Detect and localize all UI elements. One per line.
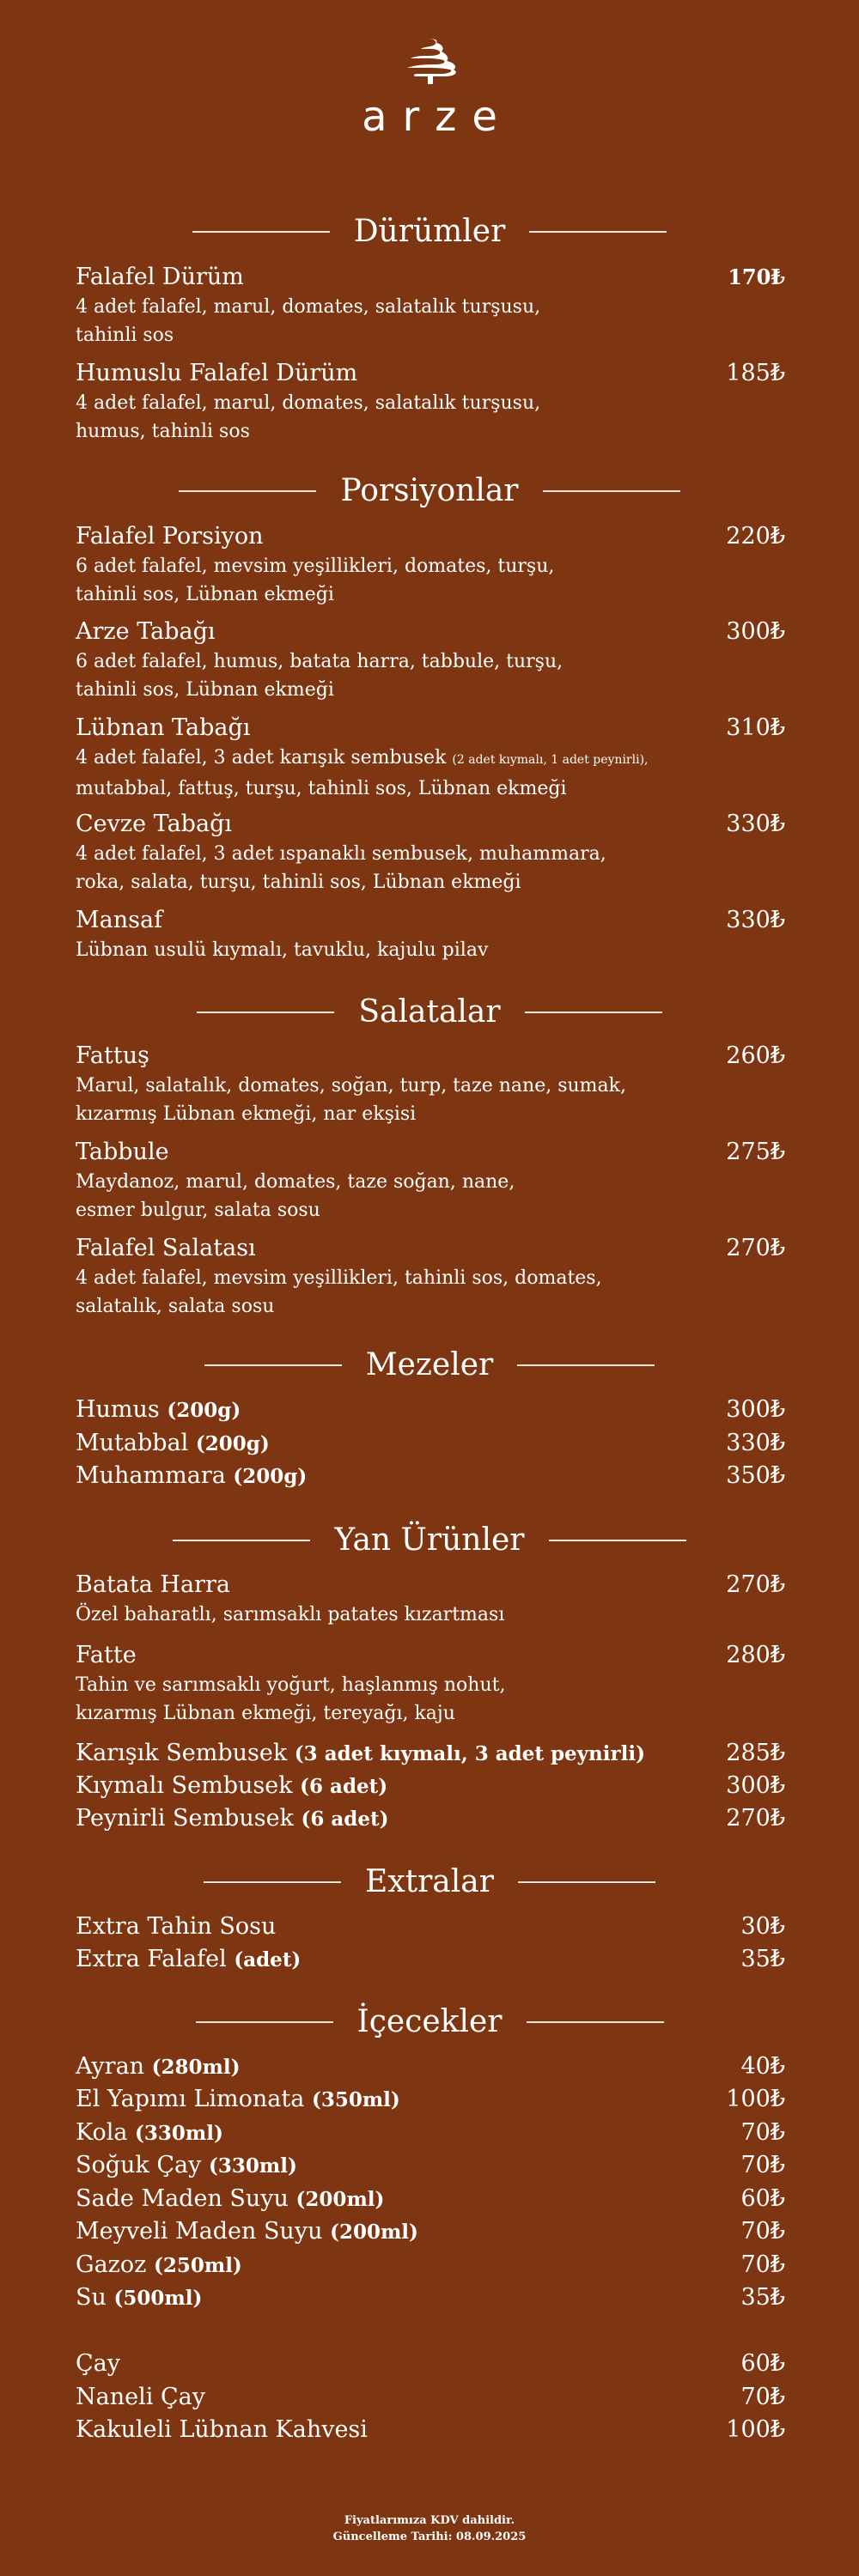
section-header-icecekler (0, 2003, 859, 2041)
menu-item-kola (76, 2117, 785, 2149)
divider (527, 2021, 664, 2023)
section-header-durumler (0, 213, 859, 251)
item-price: 300₺ (726, 1396, 785, 1423)
item-name: Extra Tahin Sosu (76, 1913, 277, 1940)
item-name: Cevze Tabağı (76, 811, 232, 837)
item-description: 4 adet falafel, marul, domates, salatalık turşusu, humus, tahinli sos (76, 392, 541, 442)
divider (204, 1364, 342, 1366)
item-description: 4 adet falafel, mevsim yeşillikleri, tahinli sos, domates, salatalık, salata sosu (76, 1267, 602, 1317)
item-price: 260₺ (726, 1042, 785, 1069)
item-name: Mansaf (76, 907, 163, 933)
item-portion: (250ml) (153, 2254, 242, 2277)
section-title: Yan Ürünler (334, 1522, 525, 1558)
footer-note (0, 2512, 859, 2545)
item-price: 330₺ (726, 907, 785, 933)
item-price: 330₺ (726, 1430, 785, 1456)
item-description: Tahin ve sarımsaklı yoğurt, haşlanmış nohut, kızarmış Lübnan ekmeği, tereyağı, kaju (76, 1674, 506, 1724)
item-portion: (200g) (167, 1399, 241, 1422)
menu-item-tabbule (76, 1137, 785, 1224)
menu-item-falafel-durum (76, 262, 785, 349)
item-price: 350₺ (726, 1462, 785, 1489)
menu-item-sade-maden-suyu (76, 2184, 785, 2215)
menu-item-mutabbal (76, 1428, 785, 1460)
item-price: 70₺ (740, 2251, 785, 2278)
item-portion: (280ml) (151, 2056, 241, 2079)
item-name: Çay (76, 2350, 121, 2377)
menu-item-gazoz (76, 2250, 785, 2281)
divider (179, 490, 316, 492)
item-name: Humus (76, 1396, 160, 1423)
item-price: 330₺ (726, 811, 785, 837)
item-description-note: (2 adet kıymalı, 1 adet peynirli), (452, 753, 649, 767)
item-name: Su (76, 2284, 107, 2311)
item-price: 270₺ (726, 1805, 785, 1832)
cedar-tree-icon (395, 38, 464, 86)
item-description: Lübnan usulü kıymalı, tavuklu, kajulu pilav (76, 939, 489, 961)
item-name: Fatte (76, 1642, 137, 1668)
divider (204, 1881, 341, 1883)
menu-item-peynirli-sembusek (76, 1803, 785, 1835)
divider (517, 1364, 655, 1366)
menu-item-ayran (76, 2051, 785, 2083)
menu-item-mansaf (76, 905, 785, 964)
item-name: Falafel Salatası (76, 1235, 256, 1261)
item-description: Maydanoz, marul, domates, taze soğan, nane, esmer bulgur, salata sosu (76, 1171, 515, 1221)
menu-item-kiymali-sembusek (76, 1771, 785, 1802)
item-portion: (200ml) (295, 2188, 385, 2211)
item-name: Kakuleli Lübnan Kahvesi (76, 2416, 368, 2443)
item-price: 60₺ (740, 2185, 785, 2212)
item-portion: (3 adet kıymalı, 3 adet peynirli) (294, 1742, 645, 1765)
menu-item-cay (76, 2348, 785, 2379)
item-name: Soğuk Çay (76, 2152, 202, 2178)
item-price: 270₺ (726, 1571, 785, 1598)
section-header-extralar (0, 1863, 859, 1901)
item-name: Muhammara (76, 1462, 226, 1489)
menu-item-su (76, 2282, 785, 2314)
item-price: 275₺ (726, 1139, 785, 1165)
section-title: Mezeler (365, 1347, 494, 1382)
item-price: 300₺ (726, 1772, 785, 1799)
menu-item-falafel-porsiyon (76, 521, 785, 609)
item-price: 35₺ (740, 1946, 785, 1972)
menu-item-extra-falafel (76, 1944, 785, 1976)
item-portion: (200g) (195, 1432, 270, 1455)
section-header-porsiyonlar (0, 472, 859, 510)
item-name: Kola (76, 2119, 128, 2146)
section-title: Porsiyonlar (340, 473, 519, 508)
item-price: 70₺ (740, 2119, 785, 2146)
item-description: 6 adet falafel, mevsim yeşillikleri, domates, turşu, tahinli sos, Lübnan ekmeği (76, 556, 555, 605)
divider (525, 1012, 662, 1013)
item-portion: (500ml) (113, 2287, 203, 2310)
item-price: 35₺ (740, 2284, 785, 2311)
item-price: 100₺ (726, 2086, 785, 2112)
item-name: Tabbule (76, 1139, 169, 1165)
item-name: Ayran (76, 2053, 145, 2080)
menu-item-naneli-cay (76, 2382, 785, 2413)
divider (196, 2021, 333, 2023)
divider (197, 1012, 334, 1013)
menu-item-humus (76, 1394, 785, 1426)
item-description: Marul, salatalık, domates, soğan, turp, taze nane, sumak, kızarmış Lübnan ekmeği, nar ekşisi (76, 1075, 626, 1125)
item-description: 6 adet falafel, humus, batata harra, tabbule, turşu, tahinli sos, Lübnan ekmeği (76, 651, 564, 701)
section-header-mezeler (0, 1346, 859, 1384)
item-name: Falafel Porsiyon (76, 523, 264, 550)
item-portion: (adet) (234, 1948, 302, 1971)
item-price: 300₺ (726, 618, 785, 645)
item-name: Sade Maden Suyu (76, 2185, 289, 2212)
brand-name: arze (362, 93, 513, 141)
item-price: 70₺ (740, 2384, 785, 2410)
menu-item-limonata (76, 2084, 785, 2116)
section-title: Dürümler (353, 214, 506, 249)
item-name: Karışık Sembusek (76, 1740, 288, 1766)
update-date: Güncelleme Tarihi: 08.09.2025 (332, 2530, 527, 2543)
item-portion: (6 adet) (301, 1807, 389, 1831)
item-name: Meyveli Maden Suyu (76, 2218, 323, 2245)
menu-item-arze-tabagi (76, 617, 785, 704)
brand-logo (0, 38, 859, 141)
vat-note: Fiyatlarımıza KDV dahildir. (344, 2514, 515, 2527)
section-header-yan-urunler (0, 1522, 859, 1559)
item-name: Extra Falafel (76, 1946, 227, 1972)
item-portion: (330ml) (208, 2154, 297, 2178)
item-name: Naneli Çay (76, 2384, 205, 2410)
item-portion: (350ml) (311, 2088, 400, 2111)
menu-item-fatte (76, 1640, 785, 1728)
item-price: 40₺ (740, 2053, 785, 2080)
item-price: 310₺ (726, 714, 785, 741)
section-title: Extralar (365, 1864, 494, 1899)
item-description: Özel baharatlı, sarımsaklı patates kızartması (76, 1604, 505, 1625)
divider (529, 231, 667, 233)
menu-item-lubnan-tabagi (76, 713, 785, 803)
menu-item-humuslu-falafel-durum (76, 358, 785, 446)
divider (518, 1881, 655, 1883)
item-price: 30₺ (740, 1913, 785, 1940)
item-price: 60₺ (740, 2350, 785, 2377)
menu-item-karisik-sembusek (76, 1738, 785, 1770)
divider (543, 490, 680, 492)
section-header-salatalar (0, 993, 859, 1031)
menu-item-soguk-cay (76, 2150, 785, 2182)
item-name: Fattuş (76, 1042, 149, 1069)
item-name: Mutabbal (76, 1430, 189, 1456)
item-description (76, 744, 728, 775)
menu-item-fattus (76, 1041, 785, 1128)
divider (192, 231, 330, 233)
item-name: El Yapımı Limonata (76, 2086, 305, 2112)
item-name: Arze Tabağı (76, 618, 216, 645)
item-portion: (200g) (233, 1465, 308, 1488)
menu-item-meyveli-maden-suyu (76, 2216, 785, 2248)
item-price: 280₺ (726, 1642, 785, 1668)
item-name: Lübnan Tabağı (76, 714, 251, 741)
menu-item-falafel-salatasi (76, 1233, 785, 1321)
item-price: 70₺ (740, 2218, 785, 2245)
item-name: Gazoz (76, 2251, 147, 2278)
item-portion: (6 adet) (300, 1775, 388, 1798)
item-description-cont: mutabbal, fattuş, turşu, tahinli sos, Lübnan ekmeği (76, 778, 567, 799)
item-price: 270₺ (726, 1235, 785, 1261)
item-name: Kıymalı Sembusek (76, 1772, 293, 1799)
item-name: Falafel Dürüm (76, 264, 244, 290)
item-portion: (200ml) (330, 2221, 418, 2244)
item-portion: (330ml) (135, 2122, 223, 2145)
item-price: 220₺ (726, 523, 785, 550)
item-description: 4 adet falafel, 3 adet ıspanaklı sembusek, muhammara, roka, salata, turşu, tahinli sos, Lübnan ekmeği (76, 843, 606, 893)
section-title: Salatalar (358, 994, 501, 1030)
item-name: Humuslu Falafel Dürüm (76, 360, 358, 386)
divider (549, 1540, 686, 1541)
item-name: Peynirli Sembusek (76, 1805, 294, 1832)
item-description-main: 4 adet falafel, 3 adet karışık sembusek (76, 747, 447, 769)
item-price: 285₺ (726, 1740, 785, 1766)
menu-item-extra-tahin-sosu (76, 1911, 785, 1942)
item-price: 100₺ (726, 2416, 785, 2443)
item-price: 70₺ (740, 2152, 785, 2178)
menu-item-muhammara (76, 1461, 785, 1492)
item-price: 185₺ (726, 360, 785, 386)
divider (173, 1540, 310, 1541)
menu-item-batata-harra (76, 1570, 785, 1629)
item-description: 4 adet falafel, marul, domates, salatalık turşusu, tahinli sos (76, 296, 541, 346)
item-name: Batata Harra (76, 1571, 230, 1598)
item-price: 170₺ (728, 264, 785, 289)
menu-item-cevze-tabagi (76, 809, 785, 896)
menu-item-kakuleli-lubnan-kahvesi (76, 2415, 785, 2445)
section-title: İçecekler (356, 2004, 503, 2039)
